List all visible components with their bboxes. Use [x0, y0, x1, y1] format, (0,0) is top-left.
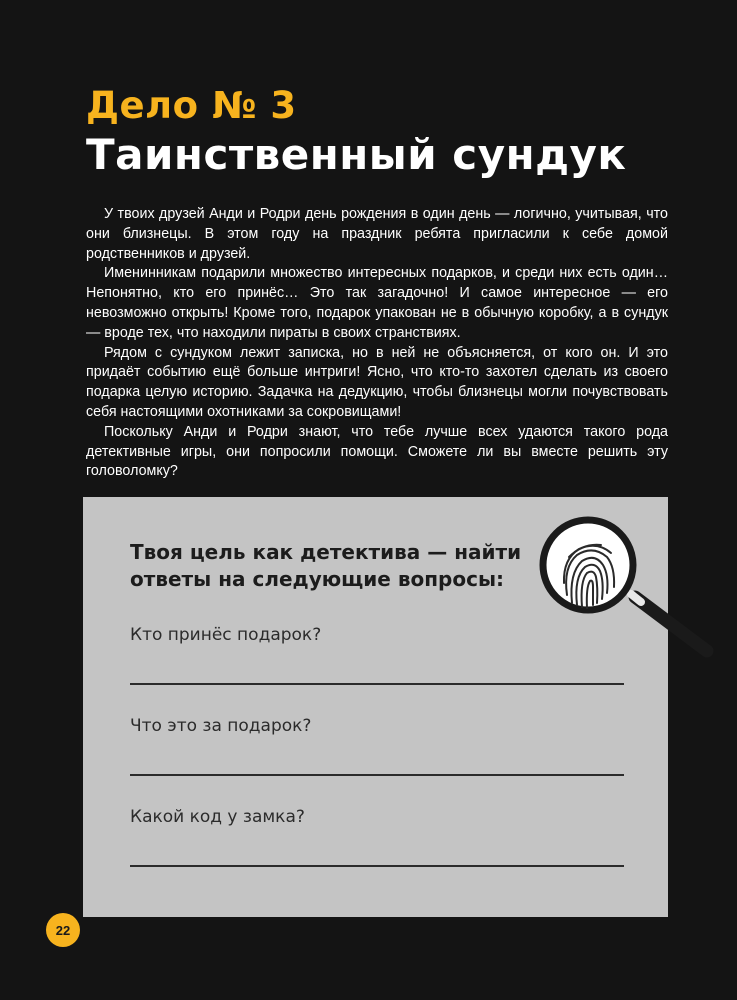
story-paragraph: Именинникам подарили множество интересных подарков, и среди них есть один… Непонятно, кто его принёс… Это так загадочно! И самое интересное — его невозможно открыть! Кроме того, подарок упакован не в обычную коробку, а в сундук — вроде тех, что находили пираты в своих странствиях.	[86, 265, 668, 341]
task-heading-line: ответы на следующие вопросы:	[130, 567, 505, 591]
story-paragraph: Поскольку Анди и Родри знают, что тебе лучше всех удаются такого рода детективные игры, они попросили помощи. Сможете ли вы вместе решить эту головоломку?	[86, 423, 668, 480]
story-text	[86, 205, 668, 482]
case-number: Дело № 3	[86, 84, 297, 127]
answer-line-1[interactable]	[130, 683, 624, 685]
story-paragraph: Рядом с сундуком лежит записка, но в ней не объясняется, от кого он. И это придаёт событию ещё больше интриги! Ясно, что кто-то захотел сделать из своего подарка целую историю. Задачка на дедукцию, чтобы близнецы могли почувствовать себя настоящими охотниками за сокровищами!	[86, 344, 668, 420]
page-number-badge: 22	[46, 913, 80, 947]
question-1: Кто принёс подарок?	[130, 625, 322, 645]
task-heading	[130, 539, 530, 593]
question-2: Что это за подарок?	[130, 716, 312, 736]
question-3: Какой код у замка?	[130, 807, 305, 827]
story-paragraph: У твоих друзей Анди и Родри день рождения в один день — логично, учитывая, что они близнецы. В этом году на праздник ребята пригласили к себе домой родственников и друзей.	[86, 206, 668, 262]
answer-line-3[interactable]	[130, 865, 624, 867]
magnifier-fingerprint-icon	[537, 513, 717, 663]
answer-line-2[interactable]	[130, 774, 624, 776]
page-title: Таинственный сундук	[86, 130, 627, 179]
task-heading-line: Твоя цель как детектива — найти	[130, 540, 522, 564]
